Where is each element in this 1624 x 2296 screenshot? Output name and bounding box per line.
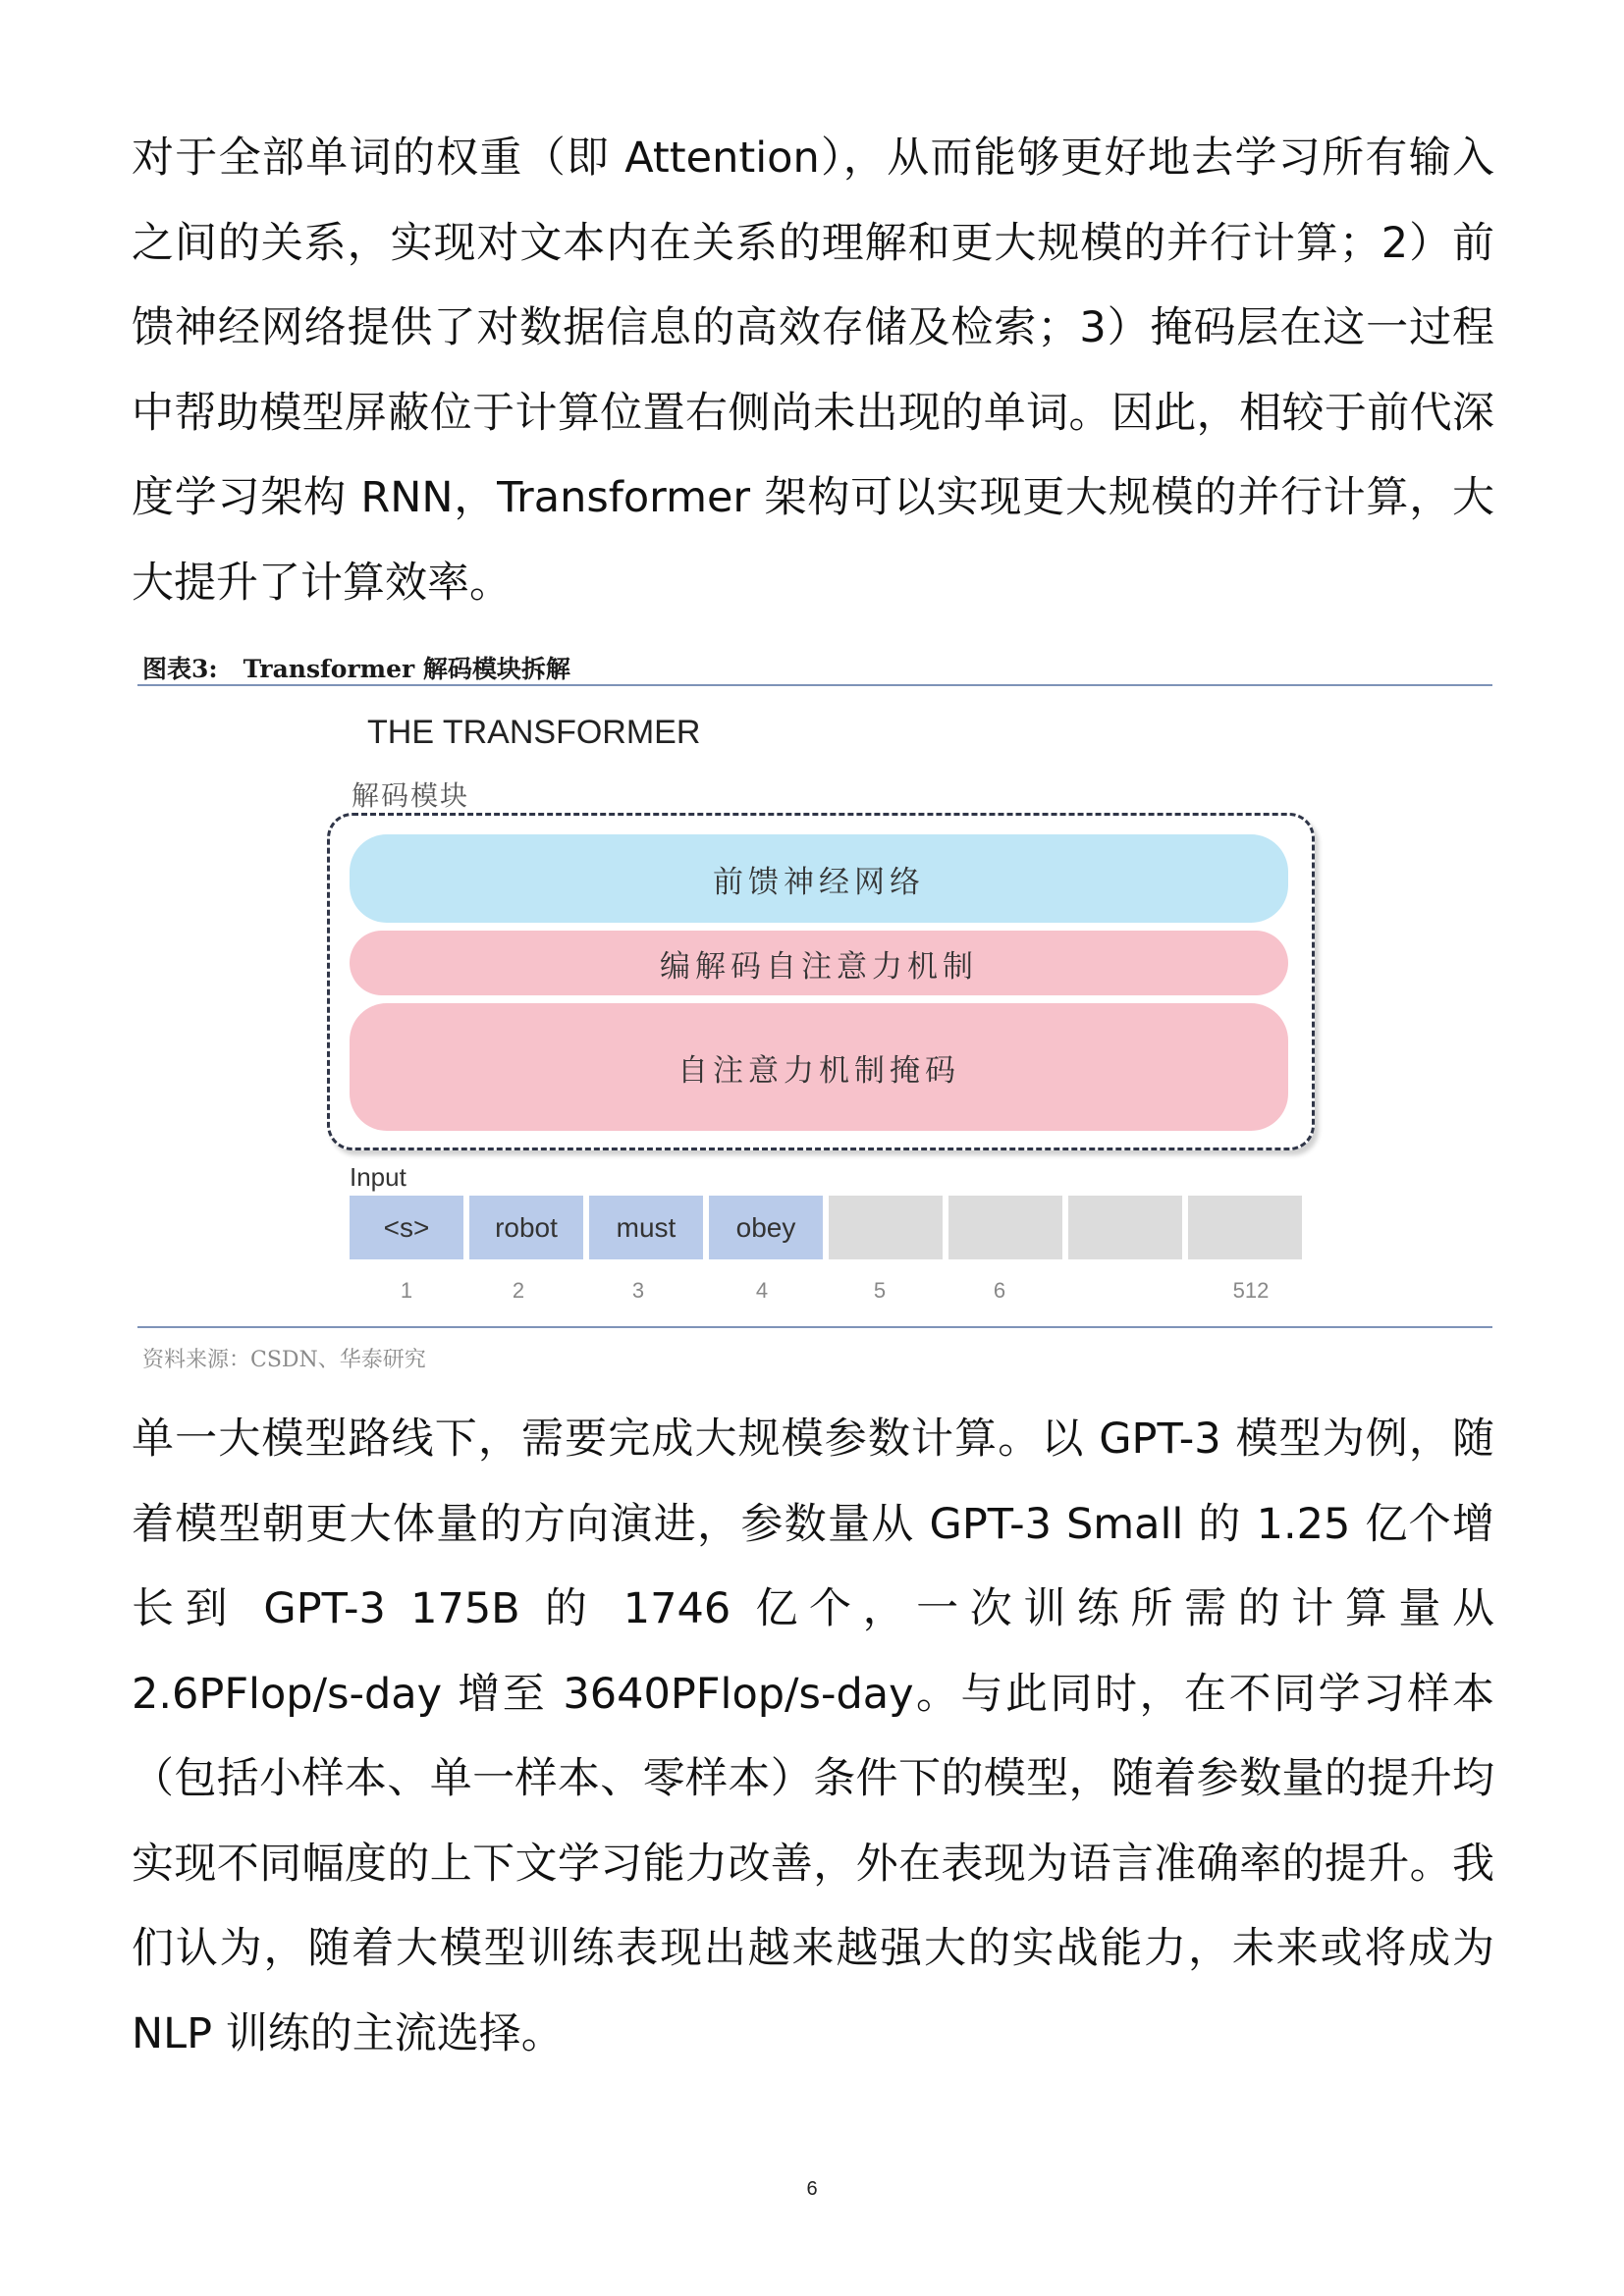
figure-label: 图表3: <box>142 655 218 683</box>
input-token-empty <box>1188 1196 1302 1259</box>
position-index: 2 <box>512 1278 525 1303</box>
figure-caption: Transformer 解码模块拆解 <box>243 655 570 683</box>
input-token: obey <box>709 1196 823 1259</box>
diagram-heading: THE TRANSFORMER <box>367 714 701 751</box>
figure-top-rule <box>137 684 1492 686</box>
input-token-empty <box>829 1196 943 1259</box>
figure-bottom-rule <box>137 1326 1492 1328</box>
figure-title <box>142 650 570 685</box>
body-paragraph-2: 单一大模型路线下，需要完成大规模参数计算。以 GPT-3 模型为例，随着模型朝更大体量的方向演进，参数量从 GPT-3 Small 的 1.25 亿个增长到 GPT-3 175B 的 1746 亿个，一次训练所需的计算量从 2.6PFlop/s-day 增至 3640PFlop/s-day。与此同时，在不同学习样本（包括小样本、单一样本、零样本）条件下的模型，随着参数量的提升均实现不同幅度的上下文学习能力改善，外在表现为语言准确率的提升。我们认为，随着大模型训练表现出越来越强大的实战能力，未来或将成为 NLP 训练的主流选择。 <box>132 1415 1494 2058</box>
body-paragraph-1: 对于全部单词的权重（即 Attention），从而能够更好地去学习所有输入之间的关系，实现对文本内在关系的理解和更大规模的并行计算；2）前馈神经网络提供了对数据信息的高效存储及检索；3）掩码层在这一过程中帮助模型屏蔽位于计算位置右侧尚未出现的单词。因此，相较于前代深度学习架构 RNN，Transformer 架构可以实现更大规模的并行计算，大大提升了计算效率。 <box>132 133 1494 608</box>
encoder-decoder-attention-label: 编解码自注意力机制 <box>660 948 978 985</box>
feed-forward-label: 前馈神经网络 <box>713 864 925 900</box>
position-index: 4 <box>755 1278 769 1303</box>
position-index: 6 <box>993 1278 1006 1303</box>
decoder-block-label: 解码模块 <box>352 779 470 812</box>
input-token-empty <box>948 1196 1062 1259</box>
figure-source: 资料来源：CSDN、华泰研究 <box>142 1348 426 1372</box>
masked-self-attention-label: 自注意力机制掩码 <box>677 1052 960 1089</box>
input-token: robot <box>469 1196 583 1259</box>
position-index: 5 <box>873 1278 887 1303</box>
feed-forward-layer <box>350 834 1288 923</box>
page-number: 6 <box>806 2178 818 2200</box>
input-token-empty <box>1068 1196 1182 1259</box>
position-index: 3 <box>631 1278 645 1303</box>
masked-self-attention-layer <box>350 1003 1288 1131</box>
input-label: Input <box>350 1162 406 1192</box>
input-token: must <box>589 1196 703 1259</box>
position-index: 1 <box>400 1278 413 1303</box>
encoder-decoder-attention-layer <box>350 931 1288 995</box>
position-index: 512 <box>1232 1278 1270 1303</box>
input-token: <s> <box>350 1196 463 1259</box>
